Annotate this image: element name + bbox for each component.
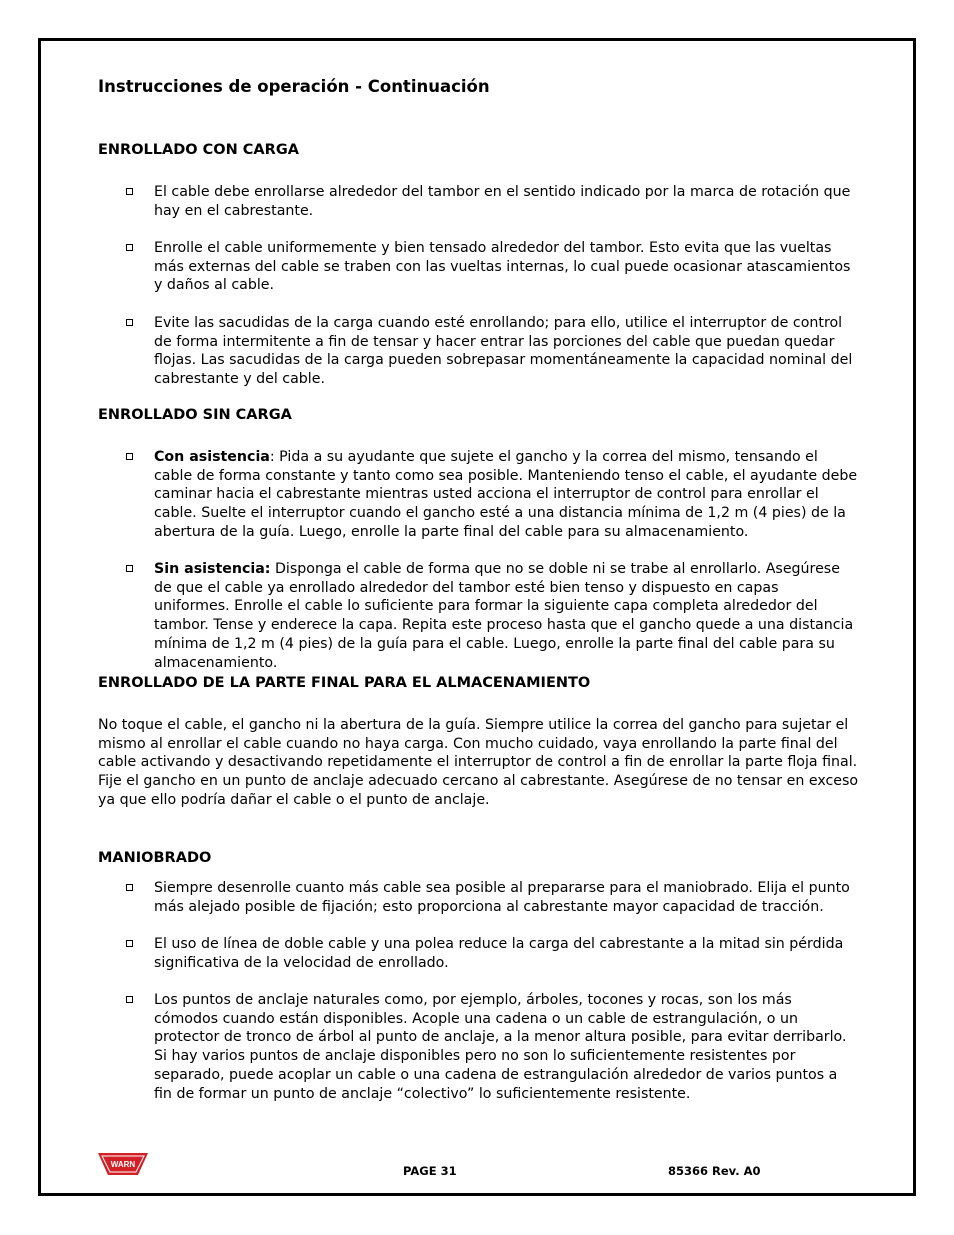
list-item-text xyxy=(154,560,858,672)
list-item-text: Siempre desenrolle cuanto más cable sea posible al prepararse para el maniobrado. Elija el punto más alejado posible de fijación; esto proporciona al cabrestante mayor capacidad de tracción. xyxy=(154,880,850,915)
square-bullet-icon xyxy=(126,884,133,891)
square-bullet-icon xyxy=(126,940,133,947)
document-revision: 85366 Rev. A0 xyxy=(668,1164,761,1178)
list-item-lead: Sin asistencia: xyxy=(154,561,271,577)
square-bullet-icon xyxy=(126,996,133,1003)
square-bullet-icon xyxy=(126,453,133,460)
page-number: PAGE 31 xyxy=(403,1164,457,1178)
square-bullet-icon xyxy=(126,188,133,195)
square-bullet-icon xyxy=(126,565,133,572)
section-heading-enrollado-sin-carga: ENROLLADO SIN CARGA xyxy=(98,407,292,423)
list-item-text: Los puntos de anclaje naturales como, por ejemplo, árboles, tocones y rocas, son los más cómodos cuando están disponibles. Acople una cadena o un cable de estrangulación, o un protector de tronco de árbol al punto de anclaje, a la menor altura posible, para evitar derribarlo. Si hay varios puntos de anclaje disponibles pero no son lo suficientemente resistentes por separado, puede acoplar un cable o una cadena de estrangulación alrededor de varios puntos a fin de formar un punto de anclaje “colectivo” lo suficientemente resistente. xyxy=(154,992,847,1102)
list-item-text: El cable debe enrollarse alrededor del tambor en el sentido indicado por la marca de rotación que hay en el cabrestante. xyxy=(154,184,851,219)
list-item-lead: Con asistencia xyxy=(154,449,270,465)
list-item-body: : Pida a su ayudante que sujete el gancho y la correa del mismo, tensando el cable de forma constante y tanto como sea posible. Manteniendo tenso el cable, el ayudante debe caminar hacia el cabrestante mientras usted acciona el interruptor de control para enrollar el cable. Suelte el interruptor cuando el gancho esté a una distancia mínima de 1,2 m (4 pies) de la abertura de la guía. Luego, enrolle la parte final del cable para su almacenamiento. xyxy=(154,449,858,540)
list-item-text: El uso de línea de doble cable y una polea reduce la carga del cabrestante a la mitad sin pérdida significativa de la velocidad de enrollado. xyxy=(154,936,844,971)
page-title: Instrucciones de operación - Continuación xyxy=(98,77,490,96)
section-heading-almacenamiento: ENROLLADO DE LA PARTE FINAL PARA EL ALMACENAMIENTO xyxy=(98,675,591,691)
logo-text: WARN xyxy=(110,1160,136,1169)
list-item-body: Disponga el cable de forma que no se doble ni se trabe al enrollarlo. Asegúrese de que el cable ya enrollado alrededor del tambor esté bien tenso y dispuesto en capas uniformes. Enrolle el cable lo suficiente para formar la siguiente capa completa alrededor del tambor. Tense y enderece la capa. Repita este proceso hasta que el gancho quede a una distancia mínima de 1,2 m (4 pies) de la guía para el cable. Luego, enrolle la parte final del cable para su almacenamiento. xyxy=(154,561,854,671)
section-paragraph: No toque el cable, el gancho ni la abertura de la guía. Siempre utilice la correa del gancho para sujetar el mismo al enrollar el cable cuando no haya carga. Con mucho cuidado, vaya enrollando la parte final del cable activando y desactivando repetidamente el interruptor de control a fin de enrollar la parte floja final. Fije el gancho en un punto de anclaje adecuado cercano al cabrestante. Asegúrese de no tensar en exceso ya que ello podría dañar el cable o el punto de anclaje. xyxy=(98,717,859,808)
square-bullet-icon xyxy=(126,319,133,326)
section-heading-maniobrado: MANIOBRADO xyxy=(98,850,212,866)
square-bullet-icon xyxy=(126,244,133,251)
warn-logo xyxy=(98,1153,148,1175)
list-item-text: Enrolle el cable uniformemente y bien tensado alrededor del tambor. Esto evita que las vueltas más externas del cable se traben con las vueltas internas, lo cual puede ocasionar atascamientos y daños al cable. xyxy=(154,240,851,294)
list-item-text xyxy=(154,448,858,542)
list-item-text: Evite las sacudidas de la carga cuando esté enrollando; para ello, utilice el interruptor de control de forma intermitente a fin de tensar y hacer entrar las porciones del cable que puedan quedar flojas. Las sacudidas de la carga pueden sobrepasar momentáneamente la capacidad nominal del cabrestante y del cable. xyxy=(154,315,853,388)
section-heading-enrollado-con-carga: ENROLLADO CON CARGA xyxy=(98,142,299,158)
